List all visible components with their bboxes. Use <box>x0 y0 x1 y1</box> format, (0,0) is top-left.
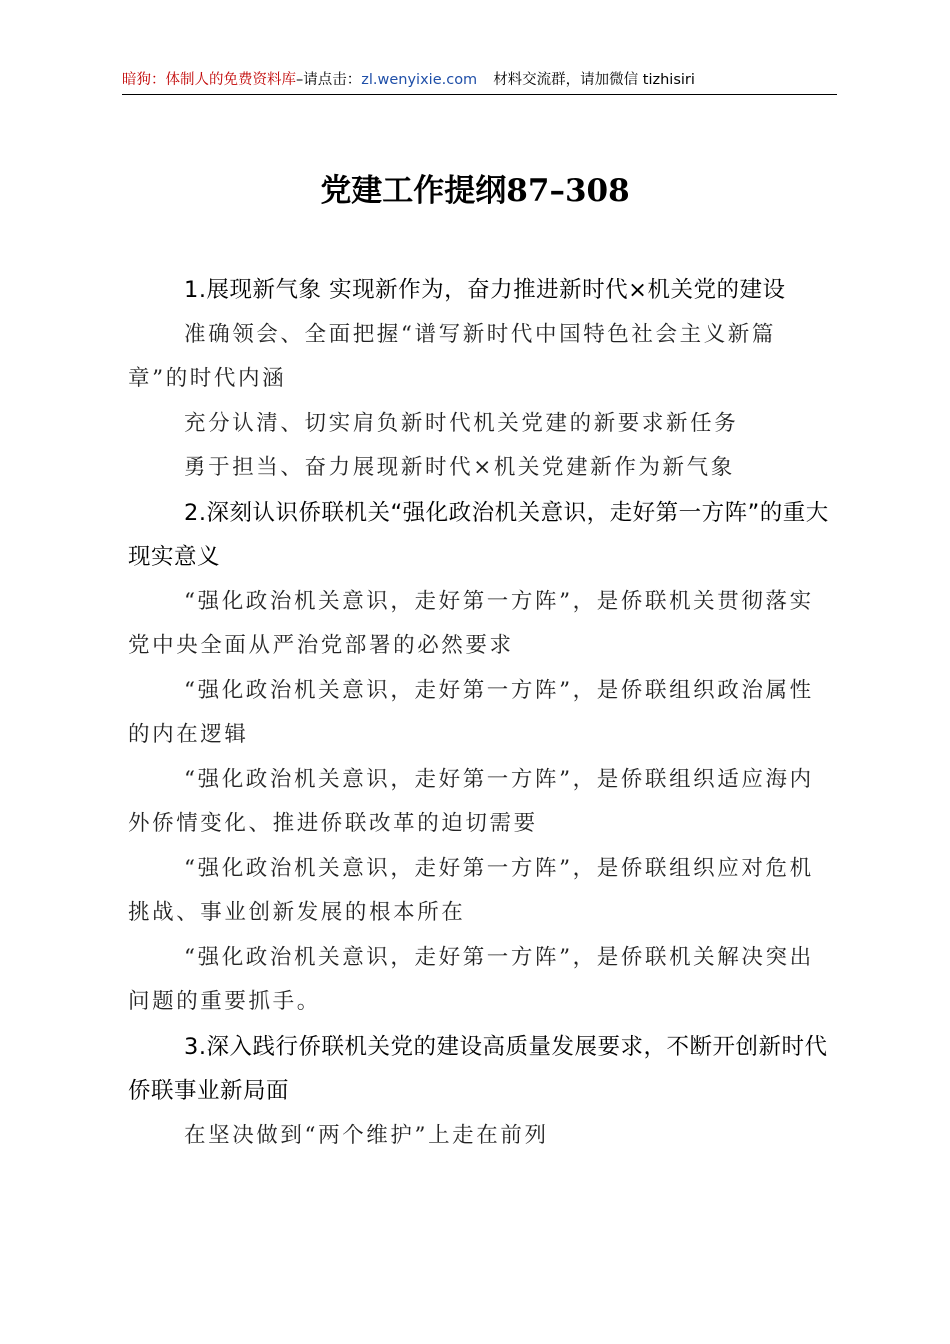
header-site-name: 暗狗：体制人的免费资料库 <box>122 72 296 88</box>
paragraph: “强化政治机关意识，走好第一方阵”，是侨联组织适应海内外侨情变化、推进侨联改革的迫切需要 <box>128 766 814 836</box>
page-header <box>122 66 837 95</box>
paragraph: 在坚决做到“两个维护”上走在前列 <box>184 1122 549 1148</box>
header-group-info: 材料交流群，请加微信 tizhisiri <box>493 72 695 88</box>
section-heading-3: 3.深入践行侨联机关党的建设高质量发展要求，不断开创新时代侨联事业新局面 <box>128 1033 828 1104</box>
paragraph: “强化政治机关意识，走好第一方阵”，是侨联组织应对危机挑战、事业创新发展的根本所在 <box>128 855 814 925</box>
section-heading-2: 2.深刻认识侨联机关“强化政治机关意识，走好第一方阵”的重大现实意义 <box>128 499 829 570</box>
document-title: 党建工作提纲87–308 <box>320 173 630 209</box>
paragraph: “强化政治机关意识，走好第一方阵”，是侨联机关贯彻落实党中央全面从严治党部署的必然要求 <box>128 588 814 658</box>
paragraph: 充分认清、切实肩负新时代机关党建的新要求新任务 <box>184 410 739 436</box>
document-body <box>128 268 834 1158</box>
paragraph: “强化政治机关意识，走好第一方阵”，是侨联机关解决突出问题的重要抓手。 <box>128 944 814 1014</box>
paragraph: 准确领会、全面把握“谱写新时代中国特色社会主义新篇章”的时代内涵 <box>128 321 776 391</box>
paragraph: 勇于担当、奋力展现新时代×机关党建新作为新气象 <box>184 455 735 480</box>
paragraph: “强化政治机关意识，走好第一方阵”，是侨联组织政治属性的内在逻辑 <box>128 677 814 747</box>
section-heading-1: 1.展现新气象 实现新作为，奋力推进新时代×机关党的建设 <box>184 277 786 303</box>
header-click-prompt: –请点击： <box>296 72 362 88</box>
header-url-link[interactable]: zl.wenyixie.com <box>361 72 478 88</box>
